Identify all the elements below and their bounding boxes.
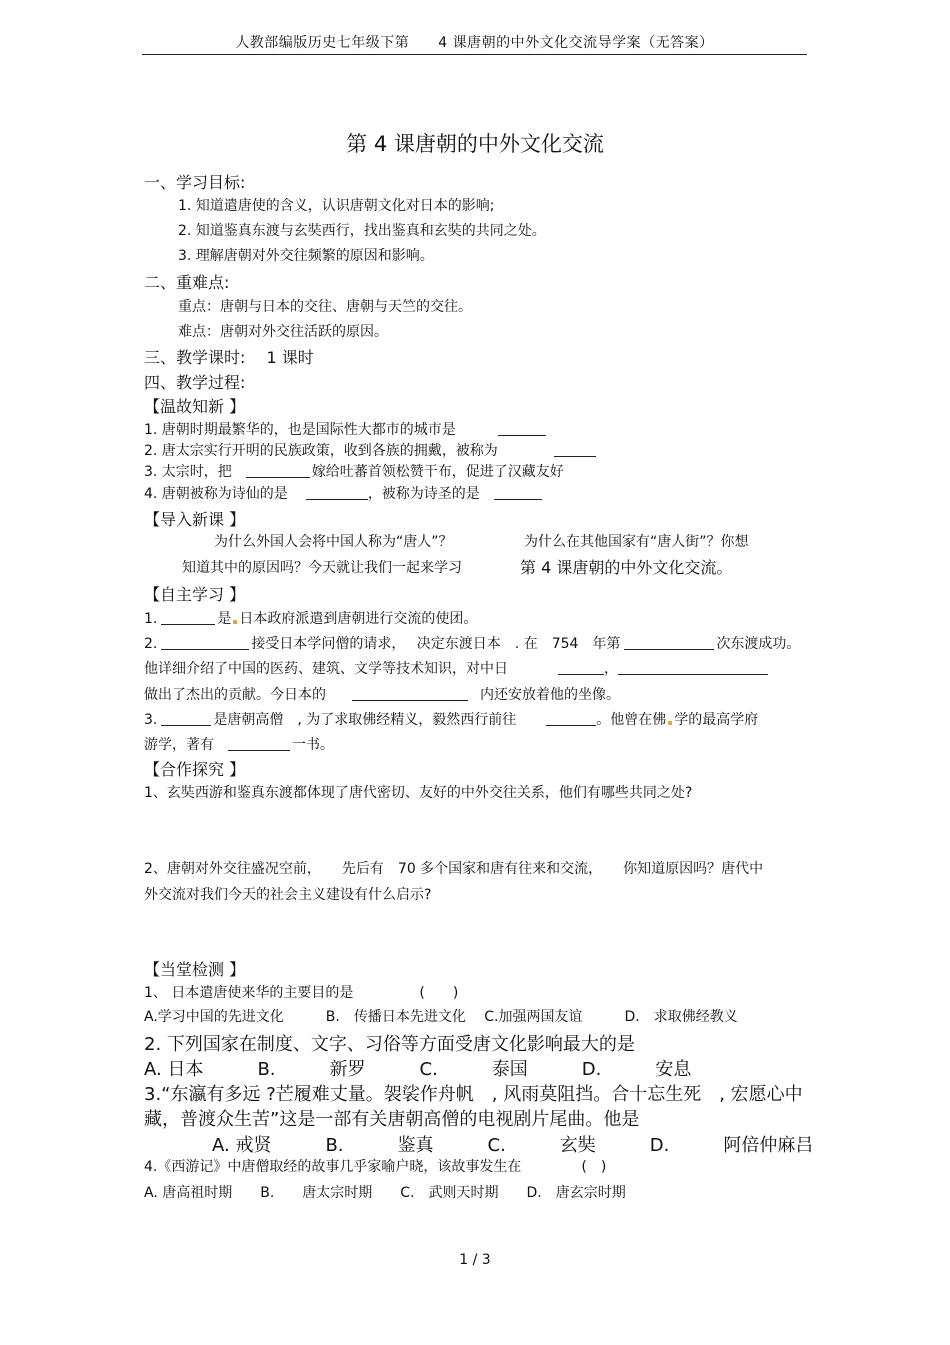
cooperation-heading: 【合作探究 】 bbox=[144, 760, 246, 779]
answer-paren[interactable]: ( ) bbox=[581, 1159, 607, 1175]
intro-text: 为什么在其他国家有“唐人街”？你想 bbox=[524, 534, 749, 550]
question-text: 学的最高学府 bbox=[674, 712, 759, 728]
question-text: 是 bbox=[217, 611, 232, 627]
difficulty-point: 难点：唐朝对外交往活跃的原因。 bbox=[178, 324, 388, 340]
cooperation-question-1: 1、玄奘西游和鉴真东渡都体现了唐代密切、友好的中外交往关系，他们有哪些共同之处? bbox=[144, 785, 693, 801]
page-title: 第 4 课唐朝的中外文化交流 bbox=[346, 132, 604, 156]
answer-blank[interactable] bbox=[161, 610, 215, 625]
question-text: 次东渡成功。 bbox=[716, 636, 801, 652]
intro-text: 为什么外国人会将中国人称为“唐人”？ bbox=[214, 534, 453, 550]
quiz-question-4 bbox=[144, 1156, 606, 1176]
question-number: 2. bbox=[144, 636, 158, 652]
answer-paren[interactable]: ( ) bbox=[419, 985, 459, 1001]
self-study-question-2 bbox=[144, 633, 800, 653]
objectives-heading: 一、学习目标: bbox=[144, 173, 246, 192]
answer-blank[interactable] bbox=[624, 635, 714, 650]
answer-blank[interactable] bbox=[558, 660, 604, 675]
quiz-question-2-options: A. 日本 B. 新罗 C. 泰国 D. 安息 bbox=[144, 1059, 692, 1080]
answer-blank[interactable] bbox=[554, 442, 596, 457]
review-question-4 bbox=[144, 483, 542, 503]
review-question-2 bbox=[144, 440, 596, 460]
quiz-question-4-options: A. 唐高祖时期 B. 唐太宗时期 C. 武则天时期 D. 唐玄宗时期 bbox=[144, 1185, 626, 1201]
cooperation-question-2-cont: 外交流对我们今天的社会主义建设有什么启示? bbox=[144, 887, 432, 903]
quiz-heading: 【当堂检测 】 bbox=[144, 960, 246, 979]
question-text: 1、 日本遣唐使来华的主要目的是 bbox=[144, 985, 354, 1001]
question-text: 是唐朝高僧 , 为了求取佛经精义，毅然西行前往 bbox=[213, 712, 517, 728]
self-study-question-2-cont bbox=[144, 658, 768, 678]
question-text: 一书。 bbox=[292, 737, 334, 753]
question-text: 4. 唐朝被称为诗仙的是 bbox=[144, 486, 288, 502]
running-header: 人教部编版历史七年级下第 4 课唐朝的中外文化交流导学案（无答案） bbox=[235, 35, 714, 51]
intro-heading: 【导入新课 】 bbox=[144, 510, 246, 529]
question-text: ，被称为诗圣的是 bbox=[367, 486, 480, 502]
intro-lesson-name: 第 4 课唐朝的中外文化交流。 bbox=[520, 558, 733, 577]
answer-blank[interactable] bbox=[306, 485, 368, 500]
quiz-question-1-options: A.学习中国的先进文化 B. 传播日本先进文化 C.加强两国友谊 D. 求取佛经教义 bbox=[144, 1009, 738, 1025]
question-text: 接受日本学问僧的请求， 决定东渡日本 . 在 754 年第 bbox=[251, 636, 621, 652]
quiz-question-1 bbox=[144, 982, 458, 1002]
key-points-heading: 二、重难点: bbox=[144, 273, 230, 292]
question-text: 做出了杰出的贡献。今日本的 bbox=[144, 687, 326, 703]
question-text: 2. 唐太宗实行开明的民族政策，收到各族的拥戴，被称为 bbox=[144, 443, 498, 459]
question-text: 1. 唐朝时期最繁华的，也是国际性大都市的城市是 bbox=[144, 422, 456, 438]
cooperation-question-2: 2、唐朝对外交往盛况空前， 先后有 70 多个国家和唐有往来和交流， 你知道原因吗？唐代中 bbox=[144, 861, 764, 877]
question-text: 他详细介绍了中国的医药、建筑、文学等技术知识，对中日 bbox=[144, 661, 508, 677]
question-number: 1. bbox=[144, 611, 158, 627]
quiz-question-2: 2. 下列国家在制度、文字、习俗等方面受唐文化影响最大的是 bbox=[144, 1034, 635, 1055]
question-text: 内还安放着他的坐像。 bbox=[480, 687, 620, 703]
review-question-1 bbox=[144, 419, 546, 439]
question-text: 游学，著有 bbox=[144, 737, 214, 753]
self-study-question-3 bbox=[144, 709, 758, 729]
header-rule bbox=[142, 54, 807, 55]
quiz-question-3: 3.“东瀛有多远 ?芒履难丈量。袈裟作舟帆 , 风雨莫阻挡。合十忘生死 , 宏愿心中 bbox=[144, 1084, 803, 1105]
question-text: 。他曾在佛 bbox=[596, 712, 667, 728]
process-heading: 四、教学过程: bbox=[144, 373, 246, 392]
self-study-question-1 bbox=[144, 608, 477, 628]
review-question-3 bbox=[144, 461, 564, 481]
focus-point: 重点：唐朝与日本的交往、唐朝与天竺的交往。 bbox=[178, 299, 472, 315]
answer-blank[interactable] bbox=[228, 736, 290, 751]
question-text: 3. 太宗时，把 bbox=[144, 464, 232, 480]
quiz-question-3-options: A. 戒贤 B. 鉴真 C. 玄奘 D. 阿倍仲麻吕 bbox=[212, 1135, 814, 1156]
question-text: ， bbox=[604, 661, 618, 677]
answer-blank[interactable] bbox=[161, 635, 249, 650]
self-study-heading: 【自主学习 】 bbox=[144, 585, 246, 604]
answer-blank[interactable] bbox=[352, 686, 468, 701]
question-text: 嫁给吐蕃首领松赞干布，促进了汉藏友好 bbox=[311, 464, 564, 480]
review-heading: 【温故知新 】 bbox=[144, 397, 246, 416]
question-text: 日本政府派遣到唐朝进行交流的使团。 bbox=[239, 611, 478, 627]
question-number: 3. bbox=[144, 712, 158, 728]
intro-text: 知道其中的原因吗？今天就让我们一起来学习 bbox=[182, 560, 462, 576]
marker-dot bbox=[668, 721, 672, 725]
answer-blank[interactable] bbox=[498, 421, 546, 436]
objective-item: 2. 知道鉴真东渡与玄奘西行，找出鉴真和玄奘的共同之处。 bbox=[178, 223, 546, 239]
page-number: 1 / 3 bbox=[459, 1252, 491, 1268]
marker-dot bbox=[233, 620, 237, 624]
objective-item: 1. 知道遣唐使的含义，认识唐朝文化对日本的影响; bbox=[178, 198, 495, 214]
self-study-question-3-cont bbox=[144, 734, 334, 754]
answer-blank[interactable] bbox=[246, 463, 310, 478]
answer-blank[interactable] bbox=[494, 485, 542, 500]
objective-item: 3. 理解唐朝对外交往频繁的原因和影响。 bbox=[178, 248, 434, 264]
answer-blank[interactable] bbox=[618, 660, 768, 675]
quiz-question-3-cont: 藏，普渡众生苦”这是一部有关唐朝高僧的电视剧片尾曲。他是 bbox=[144, 1109, 640, 1130]
question-text: 4.《西游记》中唐僧取经的故事几乎家喻户晓，该故事发生在 bbox=[144, 1159, 522, 1175]
answer-blank[interactable] bbox=[546, 711, 596, 726]
lesson-time: 三、教学课时: 1 课时 bbox=[144, 348, 314, 367]
self-study-question-2-end bbox=[144, 684, 620, 704]
answer-blank[interactable] bbox=[161, 711, 211, 726]
